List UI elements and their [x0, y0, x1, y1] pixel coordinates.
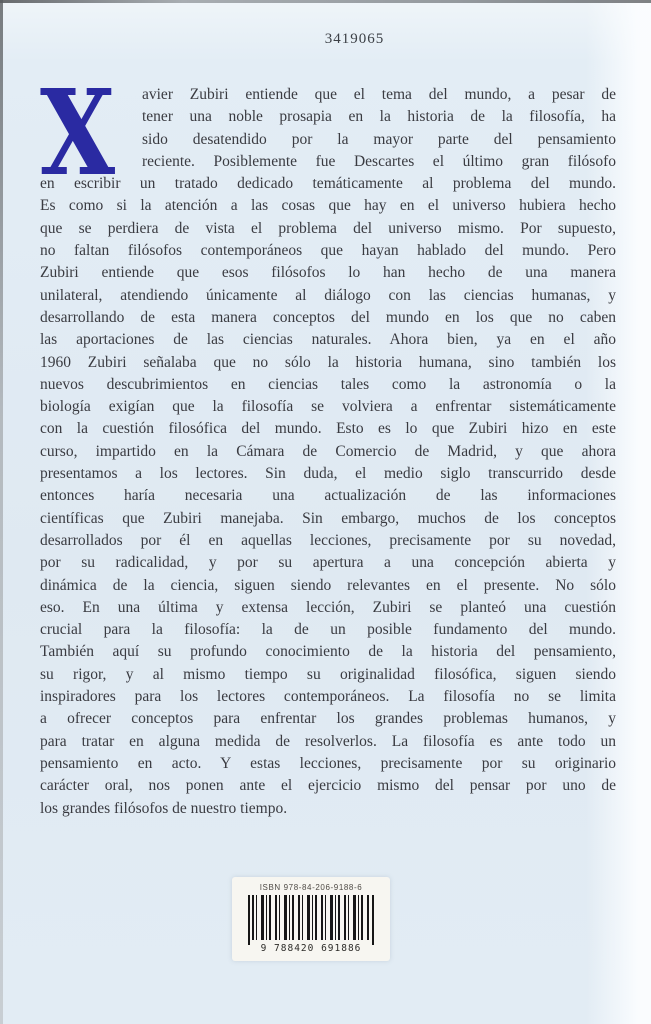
blurb-line: Es como si la atención a las cosas que hay en el universo hubiera hecho — [40, 197, 616, 215]
blurb-line: desarrollados por él en aquellas lecciones, precisamente por su novedad, — [40, 531, 616, 549]
blurb-line: que se perdiera de vista el problema del universo mismo. Por supuesto, — [40, 219, 616, 237]
blurb-line: entonces haría necesaria una actualización de las informaciones — [40, 487, 616, 505]
photo-left-edge — [0, 0, 3, 1024]
blurb-line: eso. En una última y extensa lección, Zubiri se planteó una cuestión — [40, 598, 616, 616]
blurb-line: curso, impartido en la Cámara de Comercio de Madrid, y que ahora — [40, 442, 616, 460]
blurb-line: su rigor, y al mismo tiempo su originalidad filosófica, siguen siendo — [40, 665, 616, 683]
isbn-text: ISBN 978-84-206-9188-6 — [259, 883, 363, 892]
blurb-line: avier Zubiri entiende que el tema del mundo, a pesar de — [142, 86, 616, 103]
blurb-line: También aquí su profundo conocimiento de la historia del pensamiento, — [40, 643, 616, 661]
barcode — [252, 895, 370, 940]
blurb-line: las aportaciones de las ciencias naturales. Ahora bien, ya en el año — [40, 331, 616, 349]
blurb-line: 1960 Zubiri señalaba que no sólo la historia humana, sino también los — [40, 353, 616, 371]
blurb-line: unilateral, atendiendo únicamente al diálogo con las ciencias humanas, y — [40, 286, 616, 304]
dropcap-letter-x: X — [40, 63, 116, 202]
blurb-line: a ofrecer conceptos para enfrentar los grandes problemas humanos, y — [40, 710, 616, 728]
barcode-digits: 9 788420 691886 — [260, 943, 362, 954]
blurb-line: para tratar en alguna medida de resolverlos. La filosofía es ante todo un — [40, 732, 616, 750]
isbn-barcode-label — [232, 877, 390, 961]
blurb-line: inspiradores para los lectores contemporáneos. La filosofía no se limita — [40, 688, 616, 706]
stamp-number: 3419065 — [324, 31, 385, 47]
blurb-line: tener una noble prosapia en la historia de la filosofía, ha — [142, 108, 616, 126]
blurb-line: biología exigían que la filosofía se volviera a enfrentar sistemáticamente — [40, 398, 616, 416]
blurb-line: desarrollando de esta manera conceptos del mundo en los que no caben — [40, 308, 616, 326]
photo-top-edge — [0, 0, 651, 3]
blurb-line: dinámica de la ciencia, siguen siendo relevantes en el presente. No sólo — [40, 576, 616, 594]
blurb-line: pensamiento en acto. Y estas lecciones, precisamente por su originario — [40, 754, 616, 772]
blurb-line: carácter oral, nos ponen ante el ejercicio mismo del pensar por uno de — [40, 777, 616, 795]
blurb-line: nuevos descubrimientos en ciencias tales como la astronomía o la — [40, 375, 616, 393]
blurb-line: no faltan filósofos contemporáneos que hayan hablado del mundo. Pero — [40, 242, 616, 260]
blurb-line: científicas que Zubiri manejaba. Sin embargo, muchos de los conceptos — [40, 509, 616, 527]
blurb-line: los grandes filósofos de nuestro tiempo. — [40, 799, 288, 817]
blurb-line: sido desatendido por la mayor parte del pensamiento — [142, 130, 616, 148]
blurb-paragraph — [40, 84, 616, 820]
blurb-line: con la cuestión filosófica del mundo. Esto es lo que Zubiri hizo en este — [40, 420, 616, 438]
blurb-line: reciente. Posiblemente fue Descartes el último gran filósofo — [142, 152, 616, 170]
blurb-line: crucial para la filosofía: la de un posible fundamento del mundo. — [40, 621, 616, 639]
blurb-line: por su radicalidad, y por su apertura a una concepción abierta y — [40, 554, 616, 572]
blurb-line: Zubiri entiende que esos filósofos lo han hecho de una manera — [40, 264, 616, 282]
blurb-line: en escribir un tratado dedicado temáticamente al problema del mundo. — [40, 175, 616, 193]
blurb-line: presentamos a los lectores. Sin duda, el medio siglo transcurrido desde — [40, 465, 616, 483]
